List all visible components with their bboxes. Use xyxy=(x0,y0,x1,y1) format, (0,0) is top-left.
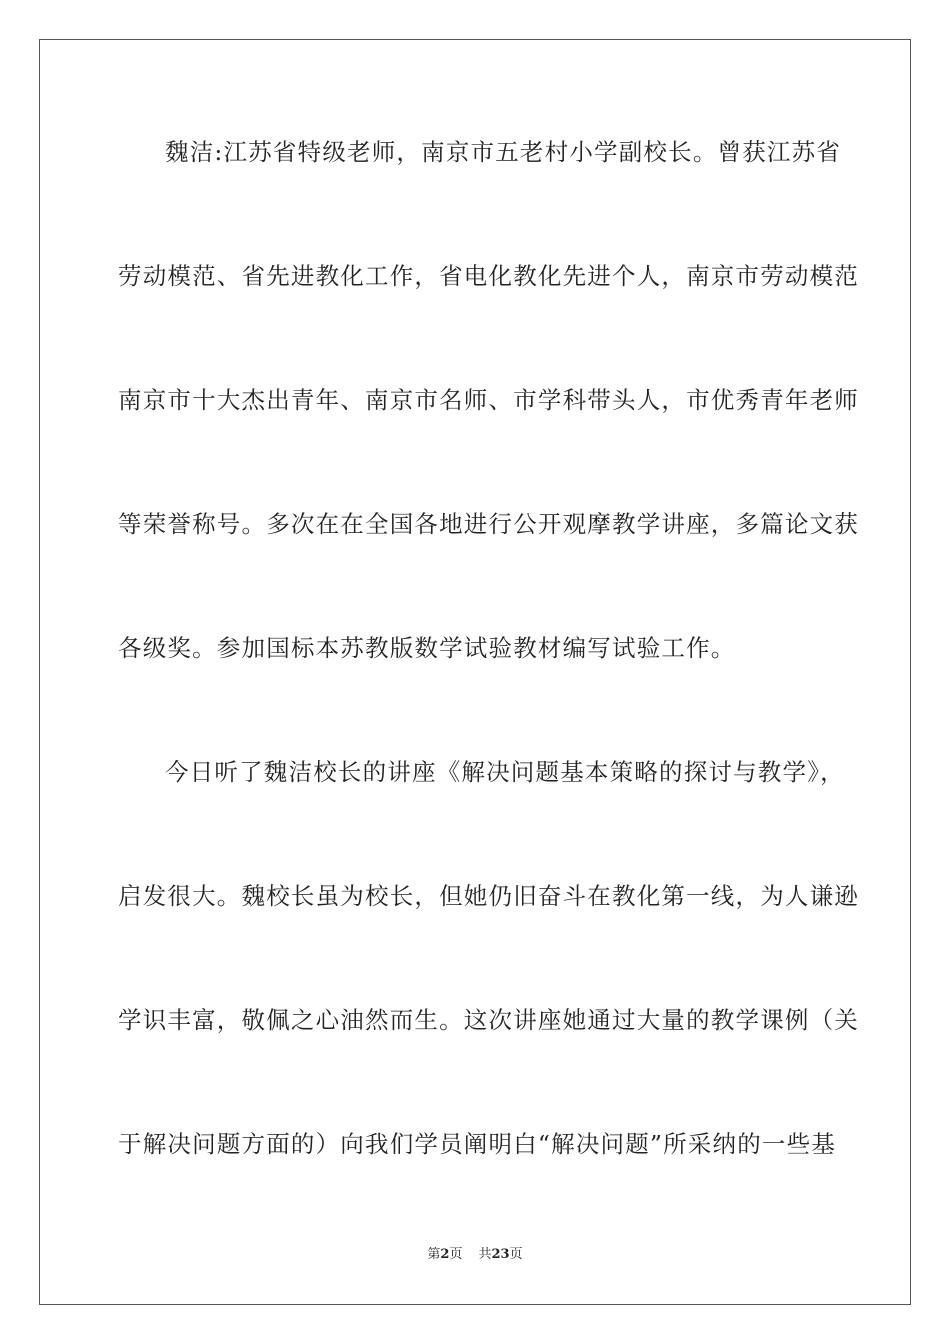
page-footer xyxy=(0,1246,950,1264)
page-unit: 页 xyxy=(449,1247,463,1262)
paragraph-1-line-5: 各级奖。参加国标本苏教版数学试验教材编写试验工作。 xyxy=(118,634,736,662)
paragraph-1-line-4: 等荣誉称号。多次在在全国各地进行公开观摩教学讲座，多篇论文获 xyxy=(118,510,859,538)
paragraph-1-line-3: 南京市十大杰出青年、南京市名师、市学科带头人，市优秀青年老师 xyxy=(118,386,859,414)
page-prefix: 第 xyxy=(427,1247,441,1262)
paragraph-2-line-4: 于解决问题方面的）向我们学员阐明白“解决问题”所采纳的一些基 xyxy=(118,1130,837,1158)
paragraph-1-line-1: 魏洁:江苏省特级老师，南京市五老村小学副校长。曾获江苏省 xyxy=(165,138,842,166)
paragraph-2-line-1: 今日听了魏洁校长的讲座《解决问题基本策略的探讨与教学》， xyxy=(165,758,845,786)
page-border xyxy=(39,39,911,1305)
page-number: 2 xyxy=(440,1247,450,1262)
total-unit: 页 xyxy=(509,1247,523,1262)
paragraph-2-line-3: 学识丰富，敬佩之心油然而生。这次讲座她通过大量的教学课例（关 xyxy=(118,1006,859,1034)
paragraph-1-line-2: 劳动模范、省先进教化工作，省电化教化先进个人，南京市劳动模范 xyxy=(118,262,859,290)
total-prefix: 共 xyxy=(478,1247,492,1262)
total-pages: 23 xyxy=(491,1247,510,1262)
paragraph-2-line-2: 启发很大。魏校长虽为校长，但她仍旧奋斗在教化第一线，为人谦逊 xyxy=(118,882,859,910)
